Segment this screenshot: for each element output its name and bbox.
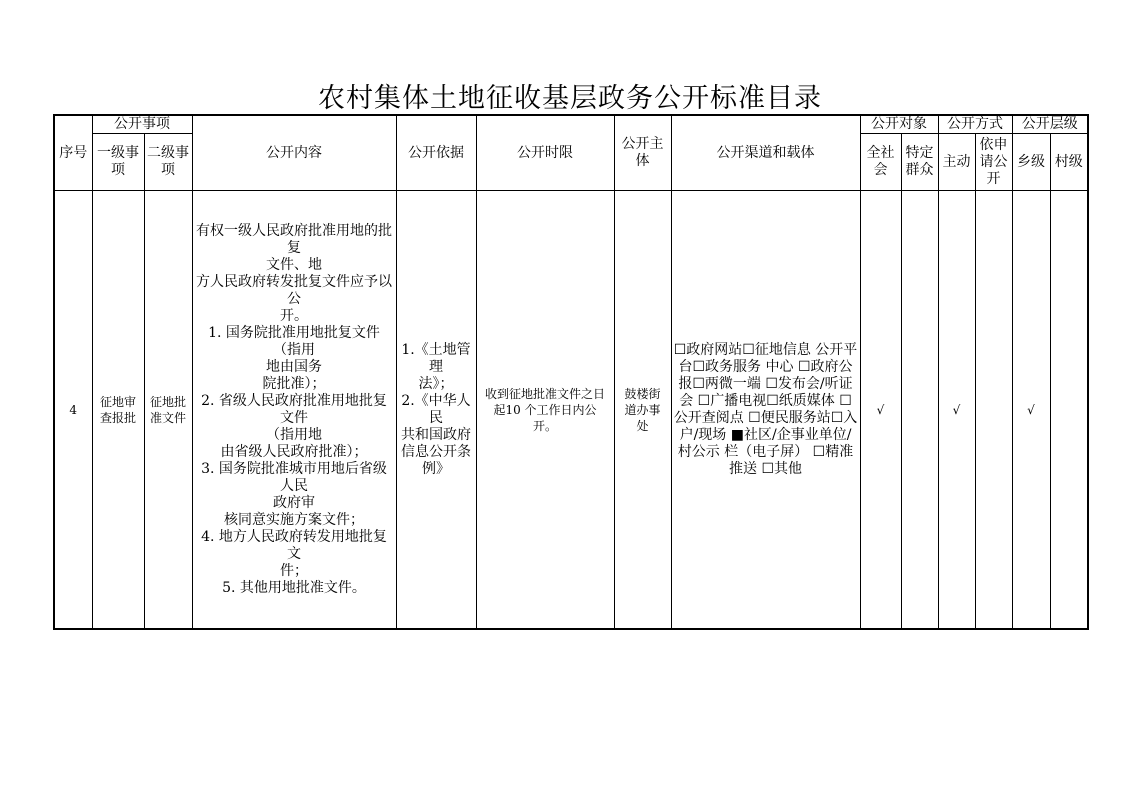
header-basis: 公开依据	[396, 115, 476, 191]
row-channels: ☐政府网站☐征地信息 公开平台☐政务服务 中心 ☐政府公报☐两微一端 ☐发布会/听证会 ☐广播电视☐纸质媒体 ☐公开查阅点 ☐便民服务站☐入户/现场 ■社区/企事业单位/村公示 栏（电子屏） ☐精准推送 ☐其他	[671, 191, 860, 630]
catalog-table	[53, 114, 1089, 630]
header-on-request: 依申请公开	[975, 134, 1012, 191]
header-level2: 二级事项	[144, 134, 192, 191]
row-level2: 征地批准文件	[144, 191, 192, 630]
header-time-limit: 公开时限	[476, 115, 614, 191]
header-group-items: 公开事项	[92, 115, 192, 134]
header-level1: 一级事项	[92, 134, 144, 191]
header-subject: 公开主体	[614, 115, 671, 191]
row-time-limit: 收到征地批准文件之日起10 个工作日内公开。	[476, 191, 614, 630]
header-content: 公开内容	[192, 115, 396, 191]
row-basis: 1.《土地管 理 法》； 2.《中华人 民 共和国政府 信息公开条 例》	[396, 191, 476, 630]
page-title: 农村集体土地征收基层政务公开标准目录	[318, 83, 822, 114]
header-active: 主动	[938, 134, 975, 191]
row-content: 有权一级人民政府批准用地的批复 文件、地 方人民政府转发批复文件应予以公 开。 1. 国务院批准用地批复文件（指用 地由国务 院批准）； 2. 省级人民政府批准用地批复文件 （指用地 由省级人民政府批准）； 3. 国务院批准城市用地后省级人民 政府审 核同意实施方案文件； 4. 地方人民政府转发用地批复文 件； 5. 其他用地批准文件。	[192, 191, 396, 630]
row-subject: 鼓楼街道办事处	[614, 191, 671, 630]
row-village	[1050, 191, 1088, 630]
header-township: 乡级	[1012, 134, 1050, 191]
row-on-request	[975, 191, 1012, 630]
row-level1: 征地审查报批	[92, 191, 144, 630]
row-active: √	[938, 191, 975, 630]
row-seq: 4	[54, 191, 92, 630]
header-group-level: 公开层级	[1012, 115, 1088, 134]
header-specific-groups: 特定群众	[901, 134, 938, 191]
row-whole-society: √	[860, 191, 901, 630]
header-group-objects: 公开对象	[860, 115, 938, 134]
row-specific-groups	[901, 191, 938, 630]
row-township: √	[1012, 191, 1050, 630]
header-group-method: 公开方式	[938, 115, 1012, 134]
header-whole-society: 全社会	[860, 134, 901, 191]
table-row	[54, 191, 1088, 630]
header-village: 村级	[1050, 134, 1088, 191]
header-seq: 序号	[54, 115, 92, 191]
header-channels: 公开渠道和载体	[671, 115, 860, 191]
